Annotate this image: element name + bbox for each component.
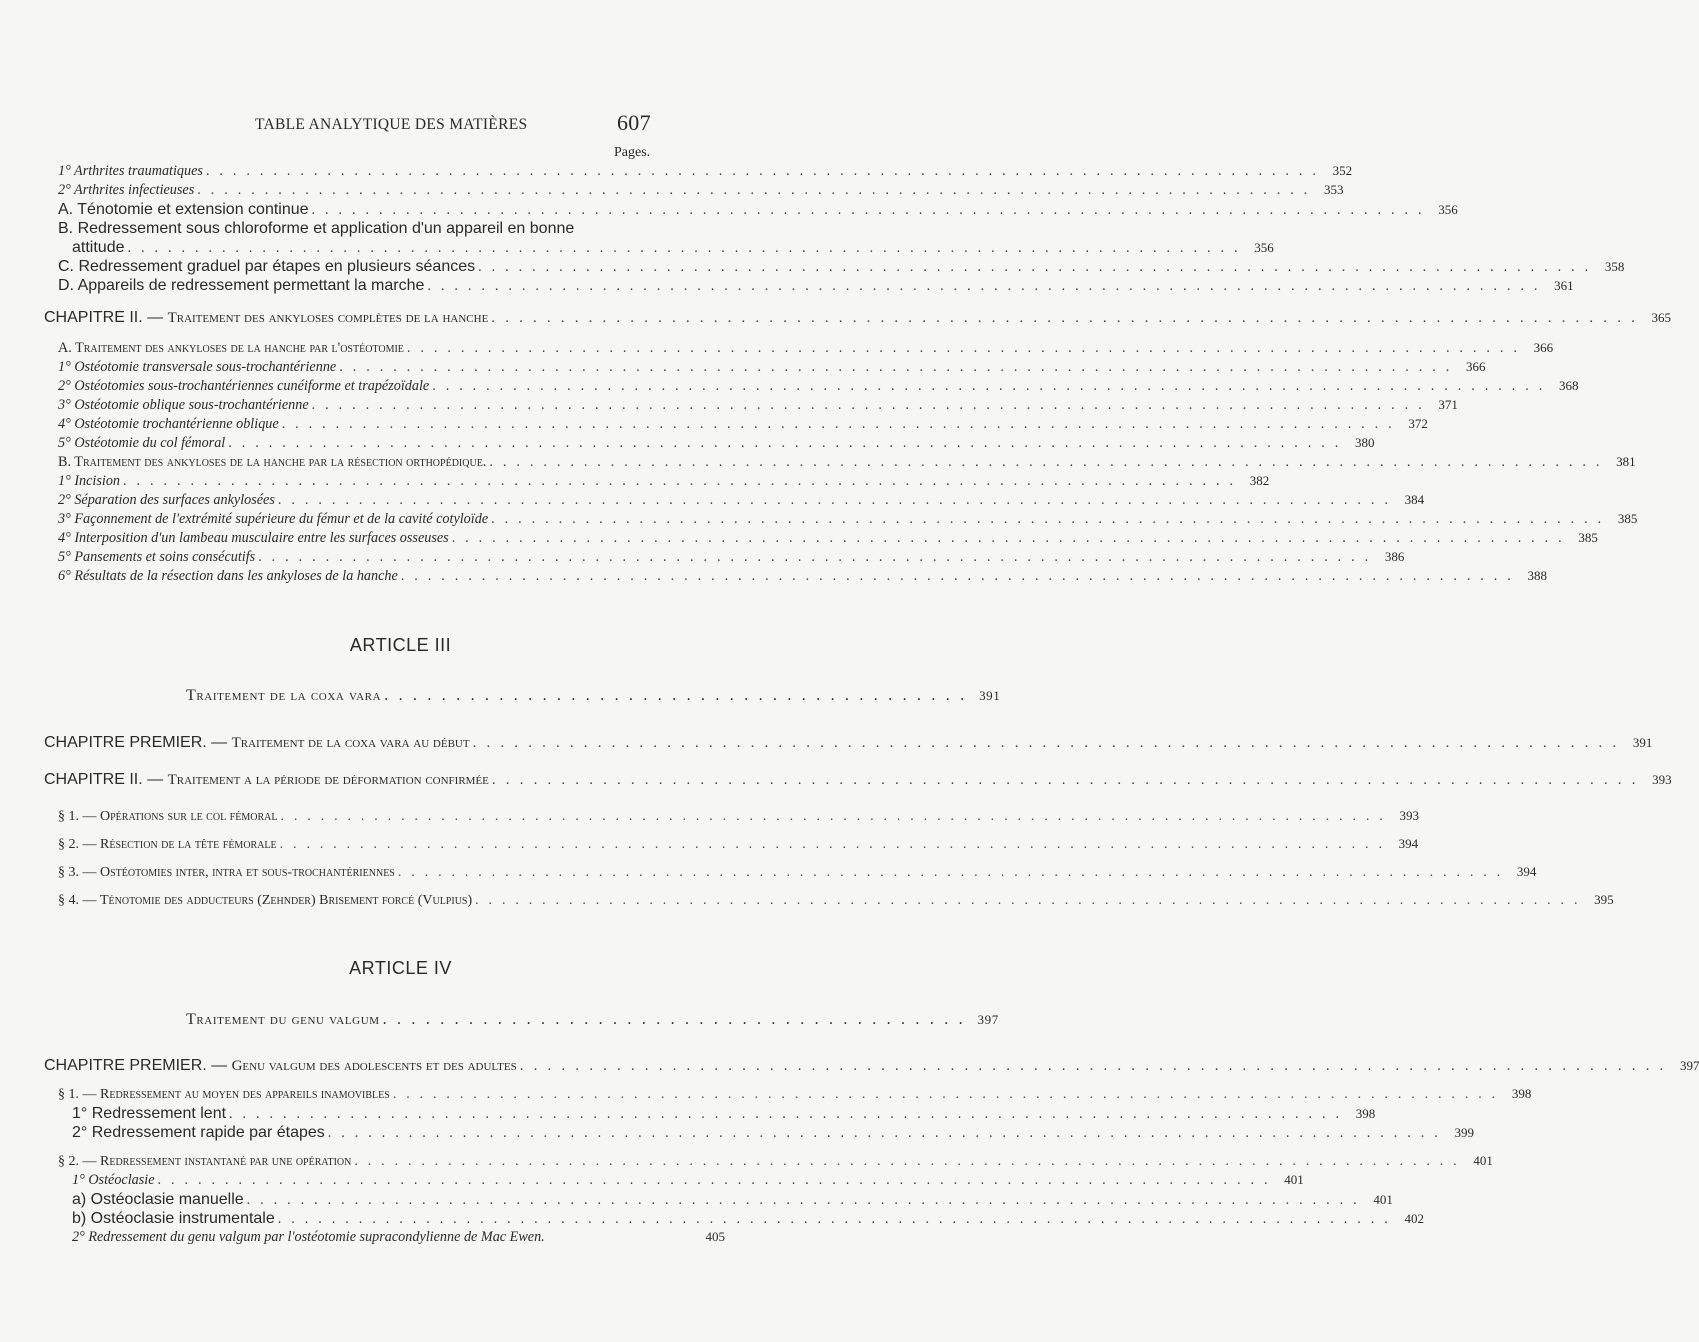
toc-entry — [58, 359, 1486, 377]
section-title: Opérations sur le col fémoral — [100, 809, 278, 824]
leader-dots — [395, 865, 1507, 881]
leader-dots — [398, 568, 1517, 585]
leader-dots — [486, 454, 1605, 471]
leader-dots — [488, 310, 1641, 327]
entry-text: 1° Ostéoclasie — [72, 1172, 155, 1188]
toc-entry — [58, 530, 1598, 548]
leader-dots — [470, 735, 1623, 752]
toc-entry — [58, 435, 1375, 453]
section-label: § 2. — — [58, 1154, 100, 1169]
leader-dots — [194, 182, 1313, 199]
chapter-label: CHAPITRE II. — — [44, 309, 168, 326]
section-entry — [58, 1153, 1493, 1171]
toc-entry — [58, 568, 1548, 586]
entry-text: A. Ténotomie et extension continue — [58, 201, 309, 218]
entry-text: A. Traitement des ankyloses de la hanche par l'ostéotomie — [58, 340, 404, 356]
entry-page: 398 — [1511, 1086, 1532, 1101]
leader-dots — [124, 240, 1243, 257]
entry-page: 382 — [1249, 473, 1270, 488]
section-entry — [58, 808, 1419, 826]
entry-page: 352 — [1332, 163, 1353, 178]
chapter-label: CHAPITRE II. — — [44, 771, 168, 788]
entry-text: 5° Pansements et soins consécutifs — [58, 549, 256, 565]
entry-page: 391 — [979, 688, 1001, 703]
toc-entry — [58, 549, 1405, 567]
toc-entry — [58, 182, 1344, 200]
article-title: Traitement du genu valgum — [186, 1011, 380, 1028]
entry-page: 385 — [1617, 511, 1638, 526]
chapter-title: Traitement a la période de déformation confirmée — [167, 772, 489, 788]
leader-dots — [517, 1058, 1670, 1075]
entry-page: 353 — [1323, 182, 1344, 197]
pages-column-label: Pages. — [614, 145, 651, 160]
toc-entry — [72, 1124, 1474, 1142]
leader-dots — [381, 687, 970, 705]
toc-entry — [58, 492, 1425, 510]
entry-page: 393 — [1399, 808, 1419, 823]
toc-entry — [58, 378, 1579, 396]
entry-page: 371 — [1438, 397, 1458, 412]
entry-page: 394 — [1516, 864, 1537, 879]
leader-dots — [489, 772, 1642, 789]
toc-entry — [58, 258, 1625, 276]
section-label: § 4. — — [58, 893, 100, 908]
section-title: Résection de la tête fémorale — [100, 837, 277, 852]
entry-page: 402 — [1404, 1211, 1424, 1226]
entry-page: 395 — [1594, 892, 1614, 907]
leader-dots — [226, 1106, 1345, 1123]
entry-page: 361 — [1554, 278, 1574, 293]
leader-dots — [380, 1011, 969, 1029]
chapter-title: Traitement de la coxa vara au début — [231, 735, 470, 751]
leader-dots — [275, 492, 1394, 509]
entry-text: 4° Interposition d'un lambeau musculaire entre les surfaces osseuses — [58, 530, 449, 546]
entry-text: 2° Redressement du genu valgum par l'ostéotomie supracondylienne de Mac Ewen. — [72, 1229, 545, 1245]
toc-entry — [72, 239, 1274, 257]
leader-dots — [429, 378, 1548, 395]
entry-text: 3° Ostéotomie oblique sous-trochantérienne — [58, 397, 309, 413]
entry-page: 380 — [1354, 435, 1375, 450]
leader-dots — [475, 259, 1594, 276]
chapter-heading — [44, 1057, 1699, 1075]
entry-page: 399 — [1454, 1125, 1474, 1140]
entry-page: 398 — [1355, 1106, 1376, 1121]
section-title: Redressement au moyen des appareils inamovibles — [100, 1087, 390, 1102]
toc-entry — [58, 454, 1636, 472]
entry-page: 368 — [1558, 378, 1579, 393]
entry-page: 394 — [1398, 836, 1419, 851]
section-title: Ténotomie des adducteurs (Zehnder) Brisement forcé (Vulpius) — [100, 893, 473, 908]
entry-text: 2° Redressement rapide par étapes — [72, 1124, 325, 1141]
article-title-entry — [186, 1011, 999, 1031]
leader-dots — [277, 837, 1389, 853]
chapter-label: CHAPITRE PREMIER. — — [44, 1057, 232, 1074]
entry-text: 2° Ostéotomies sous-trochantériennes cunéiforme et trapézoïdale — [58, 378, 430, 394]
leader-dots — [155, 1172, 1274, 1189]
entry-text: attitude — [72, 239, 125, 256]
entry-page: 405 — [705, 1229, 725, 1244]
leader-dots — [309, 397, 1428, 414]
section-label: § 1. — — [58, 809, 100, 824]
toc-entry — [58, 201, 1458, 219]
article-title: Traitement de la coxa vara — [186, 687, 382, 704]
toc-entry — [72, 1105, 1376, 1123]
leader-dots — [275, 1211, 1394, 1228]
entry-page: 356 — [1254, 240, 1274, 255]
toc-entry — [58, 416, 1428, 434]
leader-dots — [120, 473, 1239, 490]
entry-page: 388 — [1527, 568, 1548, 583]
entry-page: 365 — [1651, 310, 1672, 325]
leader-dots — [424, 278, 1543, 295]
leader-dots — [309, 202, 1428, 219]
leader-dots — [404, 340, 1523, 357]
section-label: § 1. — — [58, 1087, 100, 1102]
chapter-title: Traitement des ankyloses complètes de la hanche — [167, 310, 489, 326]
toc-entry — [58, 511, 1638, 529]
toc-entry — [72, 1210, 1424, 1228]
entry-text: 1° Redressement lent — [72, 1105, 227, 1122]
leader-dots — [488, 511, 1607, 528]
entry-text: D. Appareils de redressement permettant la marche — [58, 277, 425, 294]
entry-text: B. Redressement sous chloroforme et application d'un appareil en bonne — [58, 220, 575, 237]
entry-text: 1° Incision — [58, 473, 121, 489]
toc-entry — [58, 277, 1574, 295]
toc-entry — [58, 163, 1353, 181]
entry-text: 3° Façonnement de l'extrémité supérieure du fémur et de la cavité cotyloïde — [58, 511, 489, 527]
entry-text: 2° Arthrites infectieuses — [58, 182, 195, 198]
entry-page: 358 — [1604, 259, 1625, 274]
section-title: Redressement instantané par une opération — [100, 1154, 352, 1169]
leader-dots — [277, 809, 1389, 825]
leader-dots — [472, 893, 1584, 909]
entry-text: 6° Résultats de la résection dans les ankyloses de la hanche — [58, 568, 398, 584]
section-title: Ostéotomies inter, intra et sous-trochantériennes — [100, 865, 395, 880]
chapter-heading — [44, 309, 1672, 327]
leader-dots — [336, 359, 1455, 376]
toc-entry — [58, 220, 725, 238]
entry-text: 2° Séparation des surfaces ankylosées — [58, 492, 275, 508]
chapter-label: CHAPITRE PREMIER. — — [44, 734, 232, 751]
section-label: § 3. — — [58, 865, 100, 880]
article-heading: ARTICLE IV — [349, 958, 452, 978]
entry-text: 4° Ostéotomie trochantérienne oblique — [58, 416, 279, 432]
chapter-heading — [44, 771, 1672, 789]
entry-page: 356 — [1438, 202, 1458, 217]
leader-dots — [390, 1087, 1502, 1103]
entry-text: B. Traitement des ankyloses de la hanche par la résection orthopédique. — [58, 454, 487, 470]
leader-dots — [244, 1192, 1363, 1209]
toc-entry — [72, 1229, 725, 1247]
entry-page: 391 — [1632, 735, 1653, 750]
entry-page: 397 — [977, 1012, 999, 1027]
entry-page: 381 — [1616, 454, 1636, 469]
toc-entry — [58, 473, 1270, 491]
entry-text: a) Ostéoclasie manuelle — [72, 1191, 244, 1208]
toc-entry — [58, 340, 1554, 358]
entry-page: 385 — [1578, 530, 1598, 545]
entry-page: 401 — [1373, 1192, 1393, 1207]
entry-page: 372 — [1408, 416, 1428, 431]
section-entry — [58, 1086, 1532, 1104]
entry-text: 5° Ostéotomie du col fémoral — [58, 435, 226, 451]
leader-dots — [325, 1125, 1444, 1142]
entry-text: C. Redressement graduel par étapes en plusieurs séances — [58, 258, 476, 275]
entry-page: 386 — [1384, 549, 1405, 564]
leader-dots — [203, 163, 1322, 180]
section-entry — [58, 892, 1614, 910]
toc-entry — [72, 1191, 1393, 1209]
toc-entry — [72, 1172, 1304, 1190]
header-title: TABLE ANALYTIQUE DES MATIÈRES — [255, 116, 528, 133]
section-label: § 2. — — [58, 837, 100, 852]
entry-page: 397 — [1679, 1058, 1699, 1073]
leader-dots — [225, 435, 1344, 452]
entry-text: 1° Arthrites traumatiques — [58, 163, 203, 179]
entry-text: b) Ostéoclasie instrumentale — [72, 1210, 275, 1227]
leader-dots — [255, 549, 1374, 566]
entry-page: 393 — [1652, 772, 1672, 787]
article-title-entry — [186, 687, 1001, 707]
article-heading: ARTICLE III — [349, 635, 452, 655]
entry-page: 366 — [1533, 340, 1554, 355]
section-entry — [58, 836, 1419, 854]
header-page-number: 607 — [617, 110, 651, 135]
entry-page: 366 — [1465, 359, 1486, 374]
leader-dots — [279, 416, 1398, 433]
entry-page: 384 — [1404, 492, 1425, 507]
section-entry — [58, 864, 1537, 882]
chapter-heading — [44, 734, 1653, 752]
chapter-title: Genu valgum des adolescents et des adultes — [231, 1058, 517, 1074]
entry-page: 401 — [1473, 1153, 1493, 1168]
entry-text: 1° Ostéotomie transversale sous-trochantérienne — [58, 359, 337, 375]
leader-dots — [351, 1154, 1463, 1170]
toc-entry — [58, 397, 1458, 415]
entry-page: 401 — [1284, 1172, 1304, 1187]
leader-dots — [449, 530, 1568, 547]
running-header — [255, 110, 655, 135]
